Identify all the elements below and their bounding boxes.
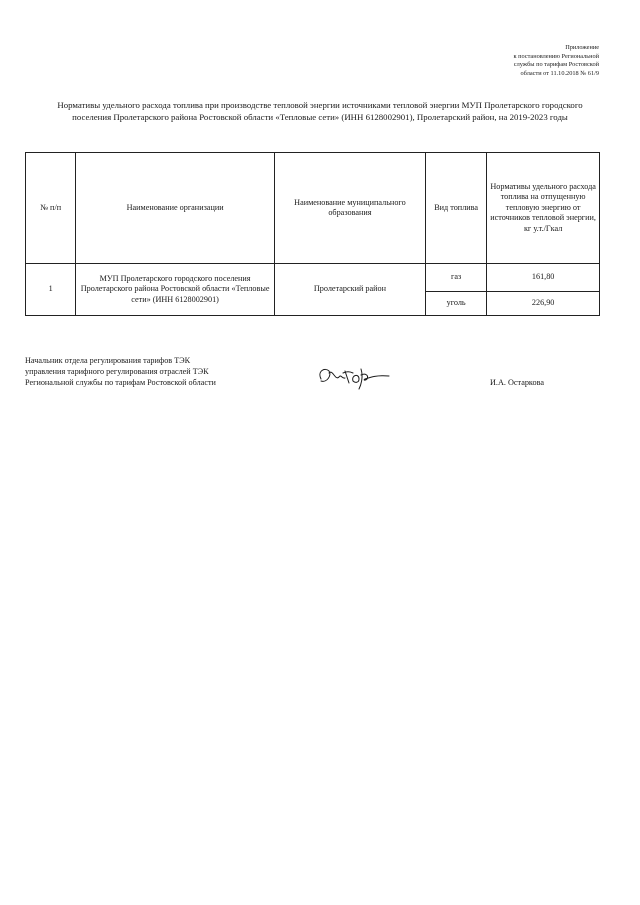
header-number: № п/п	[26, 153, 76, 264]
signature-block	[25, 355, 605, 389]
cell-municipality: Пролетарский район	[274, 264, 425, 316]
table-row	[26, 264, 600, 292]
appendix-line: Приложение	[565, 44, 599, 51]
cell-number: 1	[26, 264, 76, 316]
header-organization: Наименование организации	[76, 153, 275, 264]
position-line: Начальник отдела регулирования тарифов ТЭК	[25, 356, 191, 365]
norms-table	[25, 152, 600, 316]
cell-fuel-type: газ	[426, 264, 487, 292]
cell-fuel-type: уголь	[426, 292, 487, 316]
appendix-line: к постановлению Региональной	[513, 52, 599, 60]
header-fuel-type: Вид топлива	[426, 153, 487, 264]
cell-norm-value: 226,90	[487, 292, 600, 316]
document-title: Нормативы удельного расхода топлива при производстве тепловой энергии источниками тепловой энергии МУП Пролетарского городского поселения Пролетарского района Ростовской области «Тепловые сети» (ИНН 6128002901), Пролетарский район, на 2019-2023 годы	[57, 100, 583, 122]
header-municipality: Наименование муниципального образования	[274, 153, 425, 264]
cell-norm-value: 161,80	[487, 264, 600, 292]
appendix-note	[449, 44, 599, 78]
cell-organization: МУП Пролетарского городского поселения Пролетарского района Ростовской области «Тепловые сети» (ИНН 6128002901)	[76, 264, 275, 316]
position-line: Региональной службы по тарифам Ростовской области	[25, 378, 216, 388]
header-norm: Нормативы удельного расхода топлива на отпущенную тепловую энергию от источников тепловой энергии, кг у.т./Гкал	[487, 153, 600, 264]
table-header-row	[26, 153, 600, 264]
signatory-name: И.А. Остаркова	[490, 378, 544, 387]
appendix-line: службы по тарифам Ростовской	[513, 61, 599, 69]
handwritten-signature	[315, 361, 395, 393]
position-line: управления тарифного регулирования отраслей ТЭК	[25, 367, 209, 377]
appendix-line: области от 11.10.2018 № 61/9	[520, 69, 599, 77]
